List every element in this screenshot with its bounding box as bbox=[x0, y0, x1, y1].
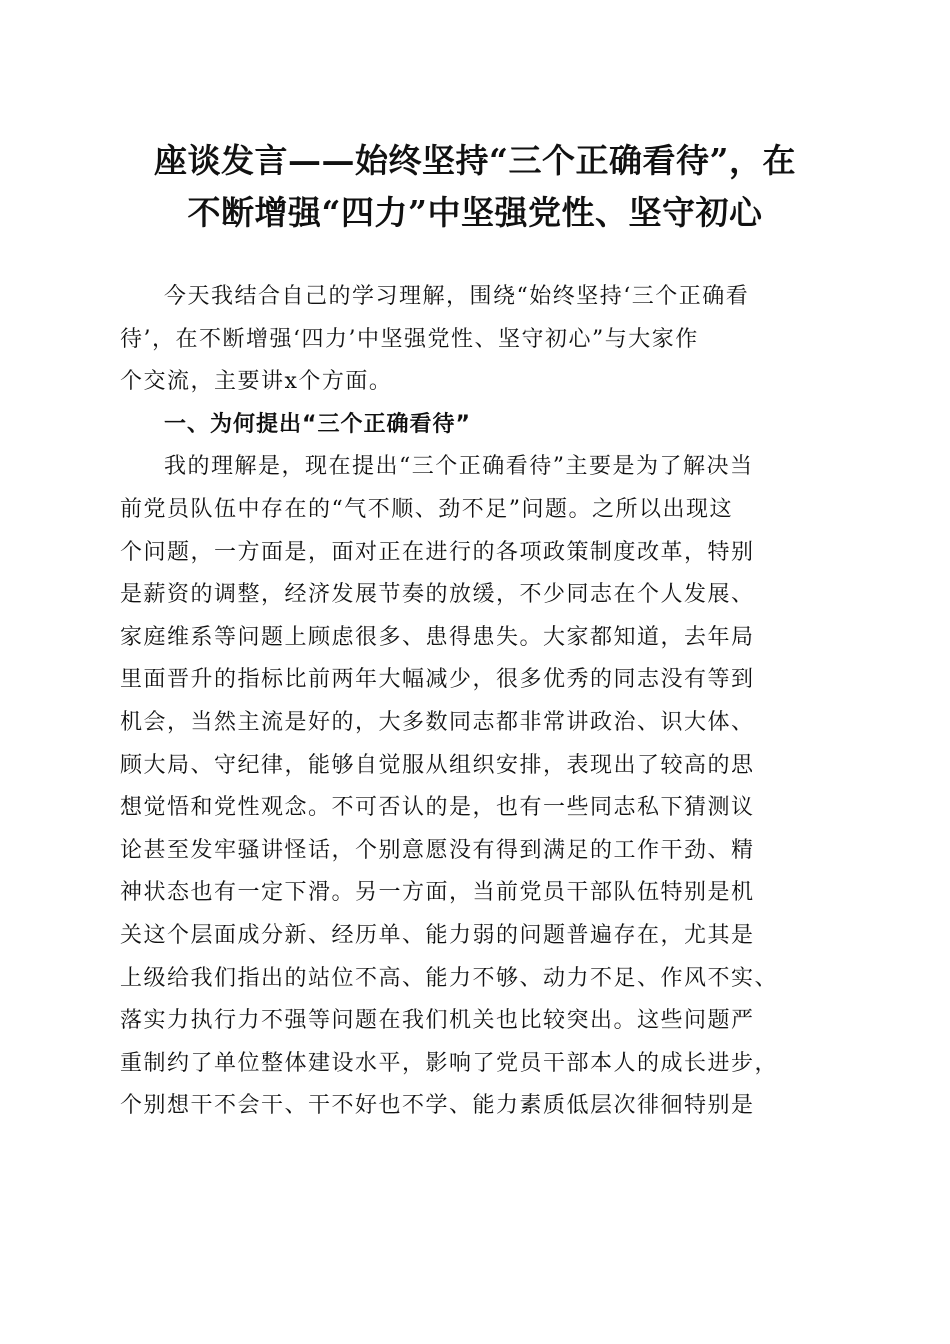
text-line: 个别想干不会干、干不好也不学、能力素质低层次徘徊特别是 bbox=[120, 1093, 755, 1119]
text-line: 我的理解是，现在提出“三个正确看待”主要是为了解决当 bbox=[164, 454, 754, 480]
text-line: 待’，在不断增强‘四力’中坚强党性、坚守初心”与大家作 bbox=[120, 326, 699, 352]
text-line: 机会，当然主流是好的，大多数同志都非常讲政治、识大体、 bbox=[120, 709, 755, 735]
title-line-1: 座谈发言——始终坚持“三个正确看待”，在 bbox=[154, 141, 796, 180]
document-title bbox=[110, 135, 840, 239]
text-line: 落实力执行力不强等问题在我们机关也比较突出。这些问题严 bbox=[120, 1008, 755, 1034]
text-line: 个问题，一方面是，面对正在进行的各项政策制度改革，特别 bbox=[120, 539, 755, 565]
text-line: 论甚至发牢骚讲怪话，个别意愿没有得到满足的工作干劲、精 bbox=[120, 837, 755, 863]
text-line: 重制约了单位整体建设水平，影响了党员干部本人的成长进步， bbox=[120, 1050, 779, 1076]
text-line: 想觉悟和党性观念。不可否认的是，也有一些同志私下猜测议 bbox=[120, 795, 755, 821]
text-line: 里面晋升的指标比前两年大幅减少，很多优秀的同志没有等到 bbox=[120, 667, 755, 693]
section-paragraph bbox=[120, 446, 832, 1128]
text-line: 今天我结合自己的学习理解，围绕“始终坚持‘三个正确看 bbox=[164, 284, 750, 309]
text-line: 个交流，主要讲x个方面。 bbox=[120, 369, 393, 395]
text-line: 上级给我们指出的站位不高、能力不够、动力不足、作风不实、 bbox=[120, 965, 779, 991]
section-heading-text: 一、为何提出“三个正确看待” bbox=[164, 411, 471, 437]
title-line-2: 不断增强“四力”中坚强党性、坚守初心 bbox=[187, 193, 763, 232]
text-line: 是薪资的调整，经济发展节奏的放缓，不少同志在个人发展、 bbox=[120, 582, 755, 608]
text-line: 前党员队伍中存在的“气不顺、劲不足”问题。之所以出现这 bbox=[120, 496, 733, 522]
text-line: 关这个层面成分新、经历单、能力弱的问题普遍存在，尤其是 bbox=[120, 922, 755, 948]
text-line: 顾大局、守纪律，能够自觉服从组织安排，表现出了较高的思 bbox=[120, 752, 755, 778]
section-heading bbox=[120, 404, 832, 447]
document-body bbox=[120, 276, 832, 1128]
text-line: 家庭维系等问题上顾虑很多、患得患失。大家都知道，去年局 bbox=[120, 624, 755, 650]
intro-paragraph bbox=[120, 276, 832, 404]
text-line: 神状态也有一定下滑。另一方面，当前党员干部队伍特别是机 bbox=[120, 880, 755, 906]
